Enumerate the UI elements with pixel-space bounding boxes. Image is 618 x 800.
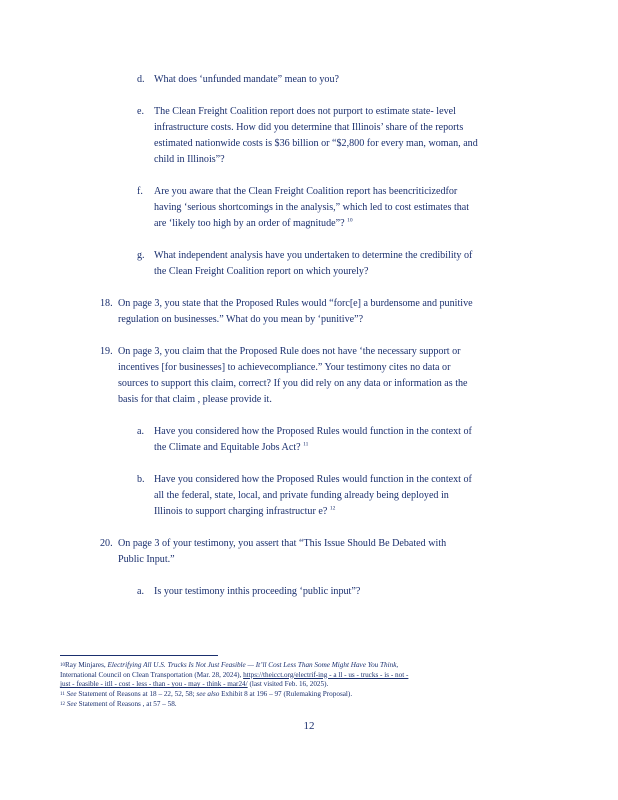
text-line: On page 3, you claim that the Proposed Rule does not have ‘the necessary support or bbox=[118, 346, 461, 357]
footnote-title: Electrifying All U.S. Trucks Is Not Just Feasible — It’ll Cost Less Than Some Might Have You Think bbox=[107, 661, 397, 669]
footnote-mark: 10 bbox=[60, 663, 65, 668]
item-label: g. bbox=[137, 250, 145, 261]
item-label: 20. bbox=[100, 538, 113, 549]
item-label: a. bbox=[137, 586, 145, 597]
text-line: The Clean Freight Coalition report does not purport to estimate state- level bbox=[154, 106, 456, 117]
text-line: incentives [for businesses] to achievecompliance.” Your testimony cites no data or bbox=[118, 362, 451, 373]
item-label: f. bbox=[137, 186, 143, 197]
footnote-11 bbox=[60, 690, 352, 700]
text-line: basis for that claim , please provide it. bbox=[118, 394, 272, 405]
footnote-signal: see also bbox=[196, 690, 220, 698]
footnote-ref-11[interactable]: 11 bbox=[303, 441, 309, 448]
text-line: Is your testimony inthis proceeding ‘public input”? bbox=[154, 586, 361, 597]
item-label: 19. bbox=[100, 346, 113, 357]
text-line: Have you considered how the Proposed Rules would function in the context of bbox=[154, 426, 472, 437]
item-label: d. bbox=[137, 74, 145, 85]
text-line: the Clean Freight Coalition report on which yourely? bbox=[154, 266, 369, 277]
text-line: estimated nationwide costs is $36 billion or “$2,800 for every man, woman, and bbox=[154, 138, 478, 149]
text-line: Are you aware that the Clean Freight Coalition report has beencriticizedfor bbox=[154, 186, 458, 197]
text-line: are ‘likely too high by an order of magnitude”? bbox=[154, 218, 345, 229]
text-line: Have you considered how the Proposed Rules would function in the context of bbox=[154, 474, 472, 485]
footnote-divider bbox=[60, 655, 218, 656]
footnote-signal: See bbox=[66, 690, 77, 698]
footnote-text: Exhibit 8 at 196 – 97 (Rulemaking Proposal). bbox=[221, 690, 353, 698]
footnote-signal: See bbox=[66, 700, 77, 708]
footnote-link[interactable]: just - feasible - itll - cost - less - than - you - may - think - mar24/ bbox=[60, 680, 248, 689]
footnote-10 bbox=[60, 661, 408, 690]
footnote-text: , bbox=[396, 661, 399, 669]
footnote-12 bbox=[60, 700, 177, 710]
text-line: What does ‘unfunded mandate” mean to you? bbox=[154, 74, 339, 85]
page-number: 12 bbox=[303, 720, 315, 732]
footnote-mark: 12 bbox=[60, 702, 65, 707]
text-line: child in Illinois”? bbox=[154, 154, 225, 165]
item-label: 18. bbox=[100, 298, 113, 309]
footnote-text: Statement of Reasons at 18 – 22, 52, 58; bbox=[78, 690, 195, 698]
text-line: Illinois to support charging infrastructur e? bbox=[154, 506, 328, 517]
footnote-link[interactable]: https://theicct.org/electrif-ing - a ll - us - trucks - is - not - bbox=[243, 670, 409, 679]
text-line: What independent analysis have you undertaken to determine the credibility of bbox=[154, 250, 473, 261]
footnote-mark: 11 bbox=[60, 692, 65, 697]
text-line: On page 3, you state that the Proposed Rules would “forc[e] a burdensome and punitive bbox=[118, 298, 473, 309]
footnote-text: (last visited Feb. 16, 2025). bbox=[247, 680, 329, 689]
text-line: sources to support this claim, correct? If you did rely on any data or information as the bbox=[118, 378, 468, 389]
text-line: On page 3 of your testimony, you assert that “This Issue Should Be Debated with bbox=[118, 538, 447, 549]
item-label: b. bbox=[137, 474, 145, 485]
item-label: e. bbox=[137, 106, 145, 117]
footnote-text: Statement of Reasons , at 57 – 58. bbox=[78, 700, 177, 708]
text-line: having ‘serious shortcomings in the analysis,” which led to cost estimates that bbox=[154, 202, 470, 213]
footnote-text: International Council on Clean Transportation (Mar. 28, 2024), bbox=[60, 670, 242, 679]
text-line: regulation on businesses.” What do you mean by ‘punitive”? bbox=[118, 314, 364, 325]
footnote-author: Ray Minjares, bbox=[65, 661, 106, 669]
text-line: Public Input.” bbox=[118, 554, 175, 565]
text-line: all the federal, state, local, and private funding already being deployed in bbox=[154, 490, 449, 501]
item-label: a. bbox=[137, 426, 145, 437]
footnote-ref-12[interactable]: 12 bbox=[329, 505, 336, 512]
text-line: the Climate and Equitable Jobs Act? bbox=[154, 442, 301, 453]
text-line: infrastructure costs. How did you determine that Illinois’ share of the reports bbox=[154, 122, 464, 133]
footnote-ref-10[interactable]: 10 bbox=[347, 217, 353, 224]
